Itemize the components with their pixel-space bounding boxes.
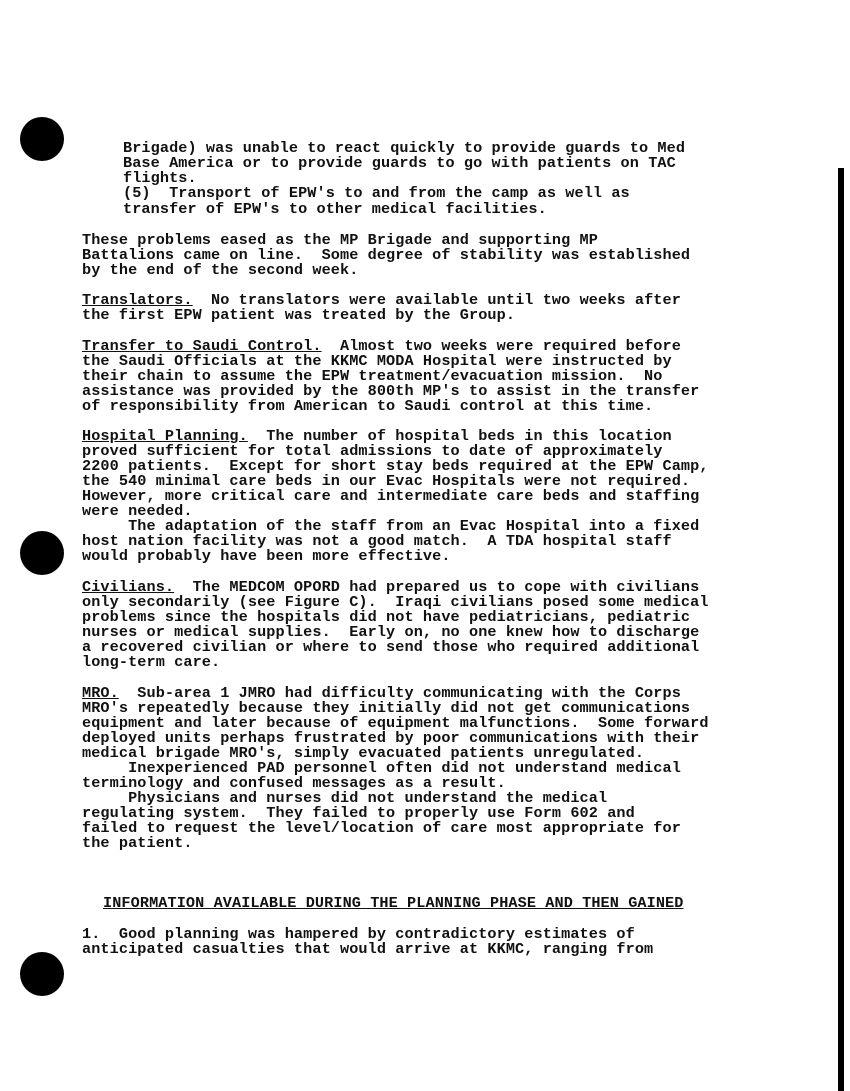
text-line: problems since the hospitals did not have pediatricians, pediatric xyxy=(82,608,691,626)
text-line: were needed. xyxy=(82,502,193,520)
text-line: Physicians and nurses did not understand the medical xyxy=(82,789,608,807)
mro-heading: MRO. xyxy=(82,684,119,702)
text-line: the first EPW patient was treated by the Group. xyxy=(82,306,516,324)
text-line: flights. xyxy=(123,169,197,187)
hospital-heading: Hospital Planning. xyxy=(82,427,248,445)
punch-hole-middle xyxy=(20,531,64,575)
text-line: medical brigade MRO's, simply evacuated patients unregulated. xyxy=(82,744,645,762)
text-line: host nation facility was not a good match. A TDA hospital staff xyxy=(82,532,672,550)
punch-hole-bottom xyxy=(20,952,64,996)
text-line: Almost two weeks were required before xyxy=(321,337,681,355)
text-line: regulating system. They failed to properly use Form 602 and xyxy=(82,804,635,822)
text-line: (5) Transport of EPW's to and from the camp as well as xyxy=(123,184,630,202)
text-line: long-term care. xyxy=(82,653,221,671)
text-line: would probably have been more effective. xyxy=(82,547,451,565)
text-line: MRO's repeatedly because they initially did not get communications xyxy=(82,699,691,717)
text-line: nurses or medical supplies. Early on, no one knew how to discharge xyxy=(82,623,700,641)
text-line: Battalions came on line. Some degree of stability was established xyxy=(82,246,691,264)
text-line: only secondarily (see Figure C). Iraqi civilians posed some medical xyxy=(82,593,709,611)
text-line: the patient. xyxy=(82,834,193,852)
translators-heading: Translators. xyxy=(82,291,193,309)
text-line: proved sufficient for total admissions to date of approximately xyxy=(82,442,663,460)
text-line: These problems eased as the MP Brigade and supporting MP xyxy=(82,231,598,249)
text-line: No translators were available until two weeks after xyxy=(192,291,681,309)
text-line: a recovered civilian or where to send those who required additional xyxy=(82,638,700,656)
text-line: by the end of the second week. xyxy=(82,261,359,279)
text-line: Sub-area 1 JMRO had difficulty communicating with the Corps xyxy=(118,684,681,702)
section-heading: INFORMATION AVAILABLE DURING THE PLANNING PHASE AND THEN GAINED xyxy=(103,894,684,912)
text-line: equipment and later because of equipment malfunctions. Some forward xyxy=(82,714,709,732)
text-line: The adaptation of the staff from an Evac Hospital into a fixed xyxy=(82,517,700,535)
page-edge-bar xyxy=(838,168,844,1091)
text-line: failed to request the level/location of care most appropriate for xyxy=(82,819,681,837)
text-line: transfer of EPW's to other medical facilities. xyxy=(123,200,547,218)
text-line: 1. Good planning was hampered by contradictory estimates of xyxy=(82,925,635,943)
saudi-heading: Transfer to Saudi Control. xyxy=(82,337,322,355)
text-line: anticipated casualties that would arrive at KKMC, ranging from xyxy=(82,940,654,958)
text-line: the 540 minimal care beds in our Evac Hospitals were not required. xyxy=(82,472,691,490)
text-line: the Saudi Officials at the KKMC MODA Hospital were instructed by xyxy=(82,352,672,370)
text-line: assistance was provided by the 800th MP's to assist in the transfer xyxy=(82,382,700,400)
text-line: Brigade) was unable to react quickly to provide guards to Med xyxy=(123,139,686,157)
text-line: Base America or to provide guards to go with patients on TAC xyxy=(123,154,676,172)
punch-hole-top xyxy=(20,117,64,161)
text-line: The MEDCOM OPORD had prepared us to cope with civilians xyxy=(174,578,700,596)
text-line: Inexperienced PAD personnel often did not understand medical xyxy=(82,759,681,777)
text-line: However, more critical care and intermediate care beds and staffing xyxy=(82,487,700,505)
text-line: The number of hospital beds in this location xyxy=(247,427,672,445)
text-line: terminology and confused messages as a result. xyxy=(82,774,506,792)
text-line: their chain to assume the EPW treatment/evacuation mission. No xyxy=(82,367,663,385)
text-line: 2200 patients. Except for short stay beds required at the EPW Camp, xyxy=(82,457,709,475)
text-line: of responsibility from American to Saudi control at this time. xyxy=(82,397,654,415)
civilians-heading: Civilians. xyxy=(82,578,175,596)
text-line: deployed units perhaps frustrated by poor communications with their xyxy=(82,729,700,747)
